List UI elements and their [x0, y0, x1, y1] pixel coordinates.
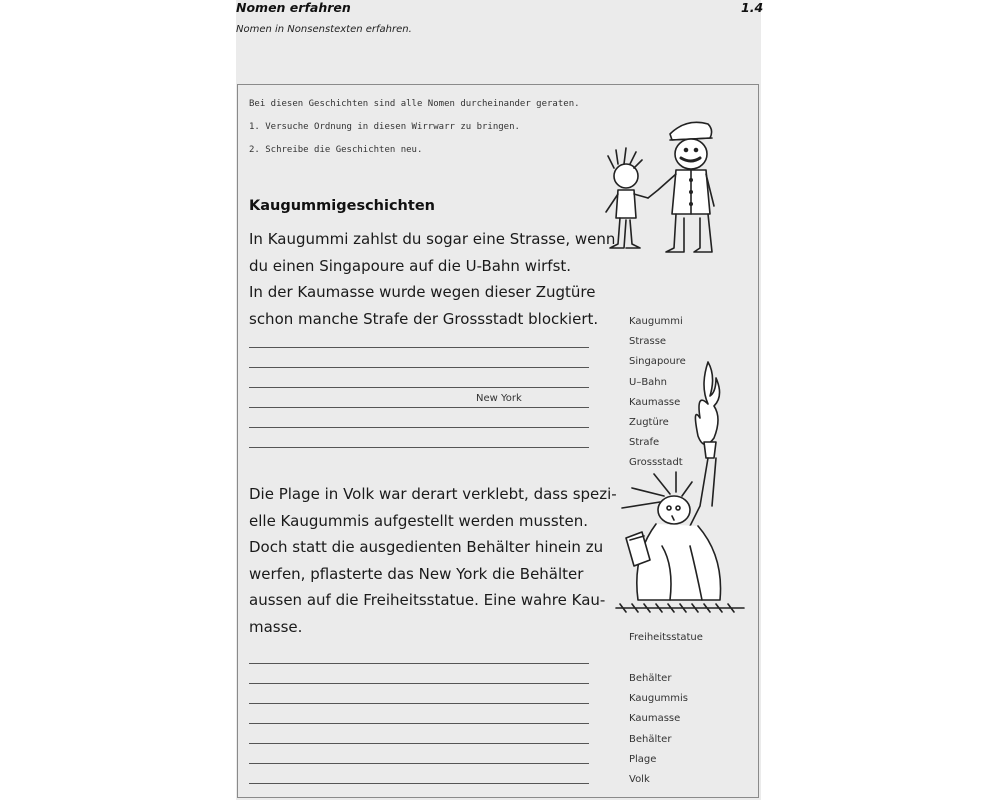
writing-line[interactable]	[249, 427, 589, 428]
writing-line[interactable]	[249, 407, 589, 408]
story-line: In Kaugummi zahlst du sogar eine Strasse, wenn	[249, 230, 616, 248]
word-list-item: Grossstadt	[629, 457, 683, 469]
statue-label: Freiheitsstatue	[629, 632, 703, 643]
word-list-item: Behälter	[629, 733, 672, 745]
writing-line[interactable]	[249, 663, 589, 664]
writing-line[interactable]	[249, 743, 589, 744]
instruction-line: 2. Schreibe die Geschichten neu.	[249, 145, 423, 155]
word-list-item: Strasse	[629, 336, 667, 348]
writing-line[interactable]	[249, 683, 589, 684]
word-list-item: Singapoure	[629, 356, 686, 368]
worksheet-title: Nomen erfahren	[236, 0, 351, 15]
story-title: Kaugummigeschichten	[249, 198, 435, 214]
policeman-boy-illustration	[596, 114, 748, 274]
story-line: aussen auf die Freiheitsstatue. Eine wahre Kau-	[249, 591, 606, 609]
instruction-line: 1. Versuche Ordnung in diesen Wirrwarr zu bringen.	[249, 122, 520, 132]
word-list-item: Volk	[629, 774, 650, 786]
story-paragraph-2	[249, 481, 617, 640]
writing-line[interactable]	[249, 447, 589, 448]
word-list-item: Kaugummis	[629, 693, 689, 705]
story-line: masse.	[249, 617, 303, 636]
word-list-item: Kaugummi	[629, 316, 683, 327]
writing-line[interactable]	[249, 703, 589, 704]
story-line: schon manche Strafe der Grossstadt blockiert.	[249, 309, 599, 328]
word-list-item: U–Bahn	[629, 376, 667, 388]
word-list-item: Strafe	[629, 437, 660, 449]
statue-of-liberty-illustration	[612, 356, 748, 618]
writing-line[interactable]	[249, 387, 589, 388]
writing-line[interactable]	[249, 783, 589, 784]
instruction-line: Bei diesen Geschichten sind alle Nomen durcheinander geraten.	[249, 99, 580, 109]
word-list-item: Plage	[629, 753, 657, 765]
story-line: Die Plage in Volk war derart verklebt, dass spezi-	[249, 485, 617, 503]
worksheet-subtitle: Nomen in Nonsenstexten erfahren.	[236, 24, 412, 35]
page-number: 1.4	[741, 0, 764, 15]
writing-line[interactable]	[249, 763, 589, 764]
writing-line[interactable]	[249, 347, 589, 348]
story-line: Doch statt die ausgedienten Behälter hinein zu	[249, 538, 604, 556]
writing-line[interactable]	[249, 723, 589, 724]
story-paragraph-1	[249, 226, 615, 332]
word-list-2	[629, 669, 688, 790]
story-line: werfen, pflasterte das New York die Behälter	[249, 564, 584, 583]
word-list-item: Kaumasse	[629, 396, 681, 408]
word-list-item: Behälter	[629, 673, 672, 684]
word-list-item: Kaumasse	[629, 713, 681, 725]
word-list-item: Zugtüre	[629, 417, 669, 429]
story-line: In der Kaumasse wurde wegen dieser Zugtüre	[249, 283, 596, 301]
story-line: elle Kaugummis aufgestellt werden mussten.	[249, 511, 589, 530]
writing-line[interactable]	[249, 367, 589, 368]
story-line: du einen Singapoure auf die U-Bahn wirfst.	[249, 256, 572, 275]
writing-hint: New York	[476, 393, 522, 404]
